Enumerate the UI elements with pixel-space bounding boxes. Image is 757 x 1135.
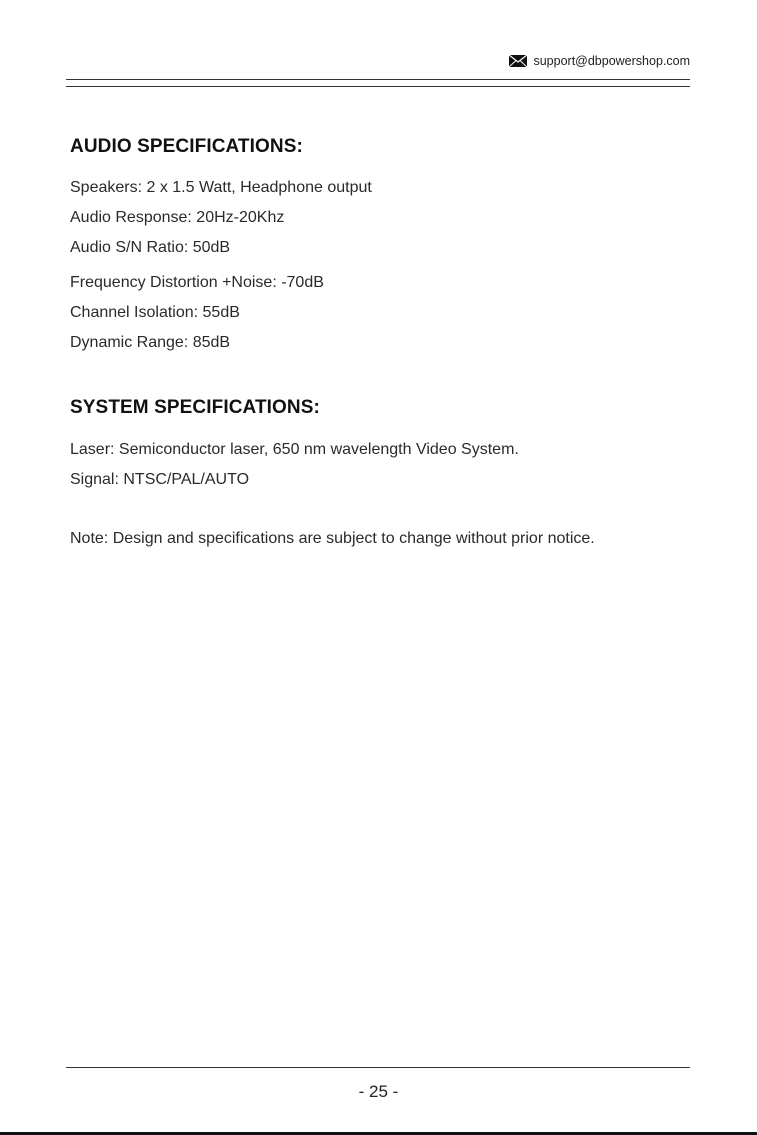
page-number: - 25 - — [358, 1082, 399, 1101]
specifications-note: Note: Design and specifications are subject to change without prior notice. — [70, 530, 595, 547]
system-spec-laser: Laser: Semiconductor laser, 650 nm wavelength Video System. — [70, 441, 519, 458]
header-rule-upper — [66, 79, 690, 80]
header-email — [509, 54, 690, 68]
header-rule-lower — [66, 86, 690, 87]
audio-spec-speakers: Speakers: 2 x 1.5 Watt, Headphone output — [70, 179, 372, 196]
envelope-icon — [509, 55, 527, 67]
audio-spec-response: Audio Response: 20Hz-20Khz — [70, 209, 285, 226]
system-specifications-heading: SYSTEM SPECIFICATIONS: — [70, 397, 320, 418]
email-address[interactable]: support@dbpowershop.com — [533, 54, 690, 68]
audio-spec-channel-isolation: Channel Isolation: 55dB — [70, 304, 240, 321]
system-spec-signal: Signal: NTSC/PAL/AUTO — [70, 471, 250, 488]
audio-spec-sn-ratio: Audio S/N Ratio: 50dB — [70, 239, 231, 256]
footer-rule — [66, 1067, 690, 1068]
audio-specifications-heading: AUDIO SPECIFICATIONS: — [70, 136, 303, 157]
audio-spec-dynamic-range: Dynamic Range: 85dB — [70, 334, 231, 351]
audio-spec-distortion: Frequency Distortion +Noise: -70dB — [70, 274, 324, 291]
